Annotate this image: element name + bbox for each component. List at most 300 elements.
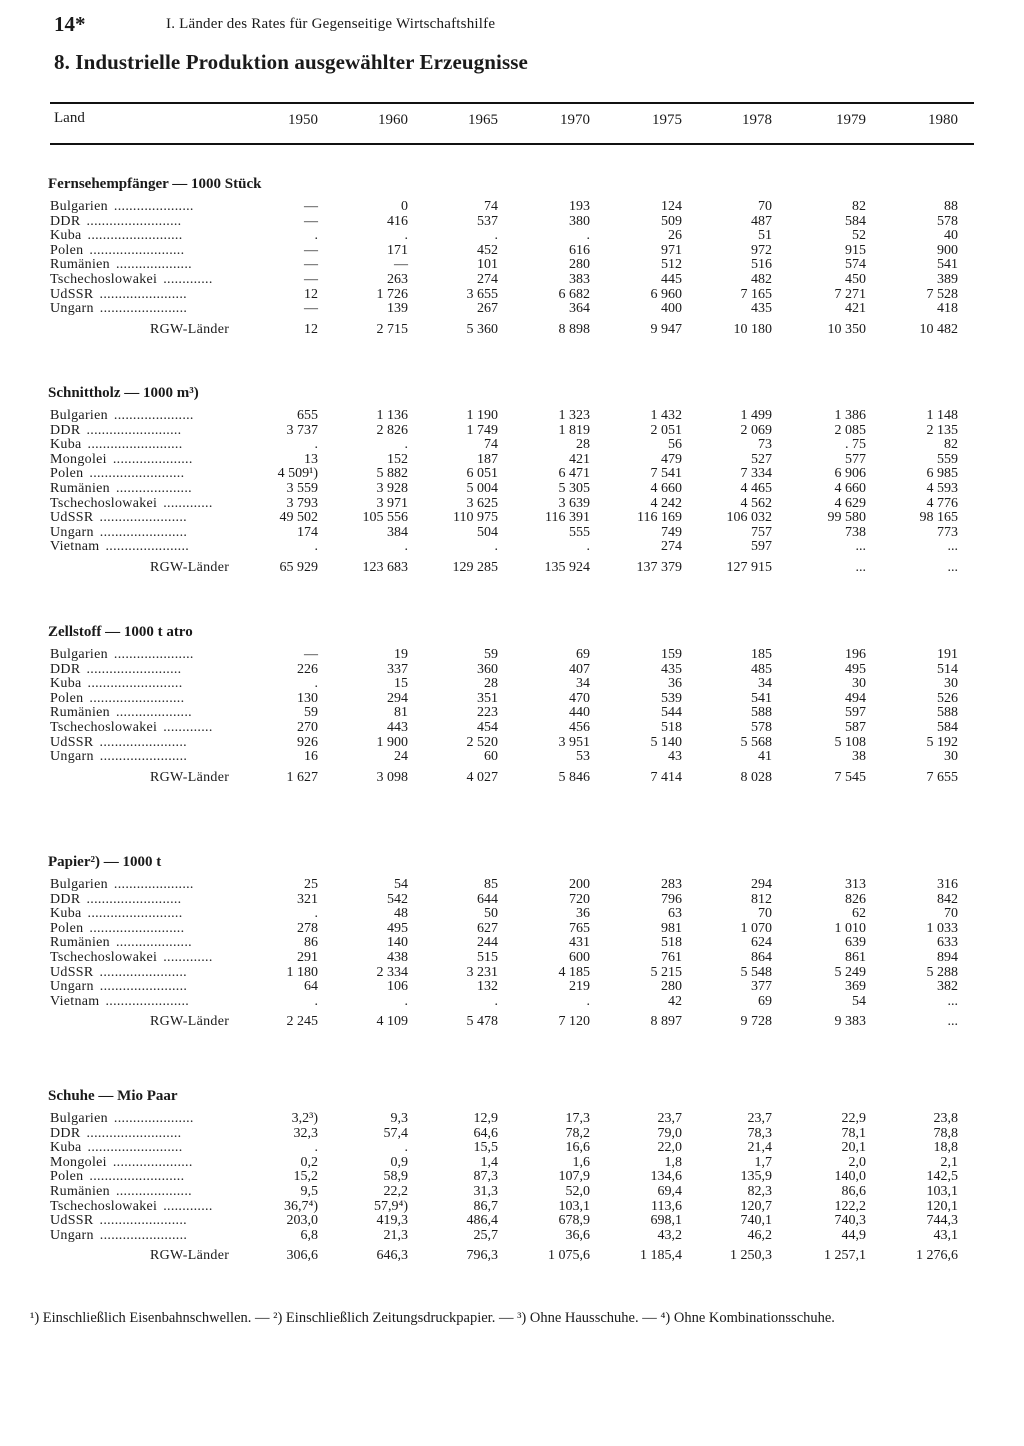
value-cell: 103,1 — [926, 1184, 958, 1199]
year-header-1970: 1970 — [560, 112, 590, 128]
value-cell: 588 — [751, 705, 772, 721]
value-cell: 22,0 — [657, 1140, 682, 1156]
value-cell: 52 — [852, 228, 866, 244]
value-cell: 1 033 — [926, 920, 958, 936]
value-cell: 274 — [661, 539, 682, 555]
value-cell: 140 — [387, 935, 408, 951]
value-cell: 79,0 — [657, 1125, 682, 1141]
leader-dots: ..................... — [113, 408, 194, 423]
table-row — [0, 482, 1024, 496]
leader-dots: .................... — [115, 257, 192, 273]
value-cell: 313 — [845, 877, 866, 892]
value-cell: 440 — [569, 705, 590, 721]
value-cell: 644 — [477, 891, 498, 907]
table-row — [0, 273, 1024, 287]
value-cell: 2 245 — [286, 1014, 318, 1030]
value-cell: 87,3 — [473, 1169, 498, 1185]
value-cell: 541 — [751, 690, 772, 706]
value-cell: 761 — [661, 950, 682, 965]
value-cell: 8 898 — [558, 321, 590, 337]
value-cell: 740,1 — [740, 1213, 772, 1229]
value-cell: 15,5 — [473, 1140, 498, 1156]
value-cell: 5 004 — [466, 481, 498, 496]
value-cell: 407 — [569, 661, 590, 677]
value-cell: 56 — [668, 437, 682, 453]
country-name: Rumänien — [50, 1184, 110, 1199]
value-cell: 971 — [661, 242, 682, 258]
value-cell: 1 900 — [376, 734, 408, 750]
total-label: RGW-Länder — [150, 321, 230, 337]
leader-dots: ....................... — [99, 1213, 187, 1229]
value-cell: . — [314, 437, 318, 453]
value-cell: 624 — [751, 935, 772, 951]
value-cell: 382 — [937, 979, 958, 995]
value-cell: 6 682 — [558, 286, 590, 302]
country-name: DDR — [50, 661, 81, 677]
value-cell: 3,2³) — [291, 1111, 318, 1126]
value-cell: 219 — [569, 979, 590, 995]
table-row — [0, 1200, 1024, 1214]
value-cell: 99 580 — [827, 510, 866, 526]
value-cell: 171 — [387, 242, 408, 258]
table-row — [0, 302, 1024, 316]
value-cell: 578 — [751, 720, 772, 735]
value-cell: 384 — [387, 524, 408, 540]
leader-dots: .................... — [115, 705, 192, 721]
value-cell: 421 — [569, 451, 590, 467]
table-row — [0, 438, 1024, 452]
table-row — [0, 907, 1024, 921]
value-cell: 152 — [387, 451, 408, 467]
value-cell: — — [304, 242, 318, 258]
table-row — [0, 258, 1024, 272]
value-cell: . — [404, 437, 408, 453]
value-cell: 69 — [758, 993, 772, 1009]
leader-dots: ............. — [163, 495, 213, 511]
country-name: DDR — [50, 213, 81, 229]
value-cell: 191 — [937, 647, 958, 662]
value-cell: 542 — [387, 891, 408, 907]
value-cell: 915 — [845, 242, 866, 258]
country-name: Polen — [50, 690, 84, 706]
value-cell: 129 285 — [452, 560, 498, 575]
table-row — [0, 1112, 1024, 1126]
value-cell: 70 — [944, 906, 958, 922]
value-cell: 98 165 — [919, 510, 958, 526]
value-cell: 120,7 — [740, 1198, 772, 1214]
value-cell: 44,9 — [841, 1227, 866, 1243]
value-cell: 5 846 — [558, 769, 590, 785]
value-cell: 9 383 — [834, 1014, 866, 1030]
country-name: Rumänien — [50, 935, 110, 951]
value-cell: 12,9 — [473, 1111, 498, 1126]
leader-dots: ..................... — [113, 199, 194, 214]
value-cell: 9 728 — [740, 1014, 772, 1030]
country-name: Ungarn — [50, 524, 94, 540]
value-cell: 3 971 — [376, 495, 408, 511]
country-name: UdSSR — [50, 964, 94, 980]
value-cell: 321 — [297, 891, 318, 907]
value-cell: 82 — [944, 437, 958, 453]
value-cell: 537 — [477, 213, 498, 229]
value-cell: 421 — [845, 301, 866, 317]
value-cell: 137 379 — [636, 560, 682, 575]
leader-dots: ....................... — [99, 301, 188, 317]
value-cell: 796,3 — [466, 1248, 498, 1264]
table-row — [0, 1170, 1024, 1184]
table-row — [0, 966, 1024, 980]
table-row — [0, 1214, 1024, 1228]
total-row — [0, 1249, 1024, 1263]
value-cell: 134,6 — [650, 1169, 682, 1185]
value-cell: 516 — [751, 257, 772, 273]
value-cell: 7 120 — [558, 1014, 590, 1030]
value-cell: 512 — [661, 257, 682, 273]
leader-dots: ......................... — [86, 661, 182, 677]
value-cell: 377 — [751, 979, 772, 995]
value-cell: 360 — [477, 661, 498, 677]
value-cell: 1 749 — [466, 422, 498, 438]
value-cell: 1 070 — [740, 920, 772, 936]
value-cell: 479 — [661, 451, 682, 467]
total-label: RGW-Länder — [150, 1014, 230, 1030]
value-cell: 78,2 — [565, 1125, 590, 1141]
value-cell: 3 737 — [286, 422, 318, 438]
table-row — [0, 1229, 1024, 1243]
value-cell: 73 — [758, 437, 772, 453]
leader-dots: ......................... — [87, 1140, 183, 1156]
value-cell: 3 098 — [376, 769, 408, 785]
value-cell: 1 276,6 — [916, 1248, 958, 1264]
value-cell: 926 — [297, 734, 318, 750]
country-name: DDR — [50, 1125, 81, 1141]
value-cell: 106 032 — [726, 510, 772, 526]
value-cell: 584 — [845, 213, 866, 229]
value-cell: 6 906 — [834, 466, 866, 482]
country-name: Tschechoslowakei — [50, 495, 158, 511]
value-cell: 514 — [937, 661, 958, 677]
value-cell: 280 — [661, 979, 682, 995]
value-cell: — — [304, 213, 318, 229]
value-cell: 36 — [576, 906, 590, 922]
value-cell: 435 — [661, 661, 682, 677]
value-cell: 86,7 — [473, 1198, 498, 1214]
leader-dots: ...................... — [105, 539, 190, 555]
value-cell: 364 — [569, 301, 590, 317]
value-cell: 2 069 — [740, 422, 772, 438]
value-cell: 123 683 — [362, 560, 408, 575]
value-cell: 159 — [661, 647, 682, 662]
value-cell: 34 — [758, 676, 772, 692]
value-cell: 587 — [845, 720, 866, 735]
country-name: Polen — [50, 1169, 84, 1185]
value-cell: 3 625 — [466, 495, 498, 511]
value-cell: 274 — [477, 272, 498, 287]
table-row — [0, 936, 1024, 950]
value-cell: 744,3 — [926, 1213, 958, 1229]
value-cell: 38 — [852, 749, 866, 765]
value-cell: 120,1 — [926, 1198, 958, 1214]
value-cell: 578 — [937, 213, 958, 229]
value-cell: 193 — [569, 199, 590, 214]
value-cell: 1 432 — [650, 408, 682, 423]
country-name: UdSSR — [50, 286, 94, 302]
value-cell: 101 — [477, 257, 498, 273]
value-cell: 280 — [569, 257, 590, 273]
country-name: Polen — [50, 466, 84, 482]
table-row — [0, 497, 1024, 511]
value-cell: 494 — [845, 690, 866, 706]
value-cell: . — [404, 1140, 408, 1156]
value-cell: 263 — [387, 272, 408, 287]
value-cell: 18,8 — [933, 1140, 958, 1156]
value-cell: 30 — [944, 676, 958, 692]
value-cell: 981 — [661, 920, 682, 936]
value-cell: 7 334 — [740, 466, 772, 482]
value-cell: 19 — [394, 647, 408, 662]
value-cell: 864 — [751, 950, 772, 965]
leader-dots: ......................... — [86, 891, 182, 907]
country-name: Rumänien — [50, 481, 110, 496]
leader-dots: .................... — [115, 481, 192, 496]
value-cell: 1 819 — [558, 422, 590, 438]
value-cell: 1 010 — [834, 920, 866, 936]
value-cell: 4 185 — [558, 964, 590, 980]
table-row — [0, 648, 1024, 662]
table-row — [0, 244, 1024, 258]
value-cell: 64 — [304, 979, 318, 995]
country-name: Vietnam — [50, 993, 100, 1009]
country-name: UdSSR — [50, 734, 94, 750]
table-row — [0, 980, 1024, 994]
value-cell: 678,9 — [558, 1213, 590, 1229]
value-cell: 5 882 — [376, 466, 408, 482]
value-cell: 41 — [758, 749, 772, 765]
value-cell: 16 — [304, 749, 318, 765]
value-cell: 78,3 — [747, 1125, 772, 1141]
value-cell: 9,5 — [300, 1184, 318, 1199]
table-row — [0, 511, 1024, 525]
value-cell: 7 165 — [740, 286, 772, 302]
value-cell: 757 — [751, 524, 772, 540]
value-cell: 294 — [751, 877, 772, 892]
value-cell: . — [314, 228, 318, 244]
value-cell: 698,1 — [650, 1213, 682, 1229]
value-cell: 749 — [661, 524, 682, 540]
value-cell: 452 — [477, 242, 498, 258]
year-header-1975: 1975 — [652, 112, 682, 128]
table-row — [0, 229, 1024, 243]
value-cell: 43 — [668, 749, 682, 765]
value-cell: 283 — [661, 877, 682, 892]
table-row — [0, 692, 1024, 706]
value-cell: 26 — [668, 228, 682, 244]
value-cell: 86 — [304, 935, 318, 951]
total-label: RGW-Länder — [150, 1248, 230, 1264]
value-cell: 31,3 — [473, 1184, 498, 1199]
value-cell: 244 — [477, 935, 498, 951]
value-cell: 8 897 — [650, 1014, 682, 1030]
value-cell: 23,7 — [657, 1111, 682, 1126]
value-cell: 527 — [751, 451, 772, 467]
value-cell: 515 — [477, 950, 498, 965]
year-header-1950: 1950 — [288, 112, 318, 128]
leader-dots: ......................... — [89, 466, 185, 482]
value-cell: 63 — [668, 906, 682, 922]
value-cell: 86,6 — [841, 1184, 866, 1199]
value-cell: . 75 — [845, 437, 866, 453]
value-cell: 135 924 — [544, 560, 590, 575]
value-cell: 7 541 — [650, 466, 682, 482]
value-cell: ... — [947, 1014, 958, 1030]
section-title: Zellstoff — 1000 t atro — [48, 624, 193, 640]
leader-dots: ....................... — [99, 979, 188, 995]
value-cell: 2 085 — [834, 422, 866, 438]
value-cell: 0,9 — [390, 1154, 408, 1170]
table-row — [0, 878, 1024, 892]
value-cell: — — [304, 301, 318, 317]
value-cell: 539 — [661, 690, 682, 706]
value-cell: 2 826 — [376, 422, 408, 438]
value-cell: 10 350 — [827, 321, 866, 337]
value-cell: 861 — [845, 950, 866, 965]
value-cell: 64,6 — [473, 1125, 498, 1141]
value-cell: 30 — [944, 749, 958, 765]
value-cell: 646,3 — [376, 1248, 408, 1264]
value-cell: 435 — [751, 301, 772, 317]
country-name: Rumänien — [50, 705, 110, 721]
value-cell: 48 — [394, 906, 408, 922]
value-cell: 4 629 — [834, 495, 866, 511]
value-cell: 78,8 — [933, 1125, 958, 1141]
value-cell: 555 — [569, 524, 590, 540]
value-cell: . — [314, 676, 318, 692]
value-cell: 470 — [569, 690, 590, 706]
value-cell: 588 — [937, 705, 958, 721]
leader-dots: ....................... — [99, 286, 187, 302]
value-cell: 113,6 — [651, 1198, 682, 1214]
value-cell: 773 — [937, 524, 958, 540]
value-cell: 0 — [401, 199, 408, 214]
value-cell: 270 — [297, 720, 318, 735]
value-cell: 3 951 — [558, 734, 590, 750]
section-title: Schnittholz — 1000 m³) — [48, 385, 199, 401]
total-label: RGW-Länder — [150, 560, 230, 575]
value-cell: 15 — [394, 676, 408, 692]
value-cell: 2 715 — [376, 321, 408, 337]
value-cell: 1,8 — [664, 1154, 682, 1170]
value-cell: 518 — [661, 935, 682, 951]
table-row — [0, 526, 1024, 540]
table-row — [0, 750, 1024, 764]
value-cell: 6,8 — [300, 1227, 318, 1243]
table-row — [0, 677, 1024, 691]
value-cell: 5 360 — [466, 321, 498, 337]
value-cell: 826 — [845, 891, 866, 907]
value-cell: 1,7 — [754, 1154, 772, 1170]
value-cell: 1 499 — [740, 408, 772, 423]
value-cell: — — [304, 257, 318, 273]
value-cell: 23,7 — [747, 1111, 772, 1126]
leader-dots: ......................... — [89, 920, 185, 936]
value-cell: 267 — [477, 301, 498, 317]
value-cell: 69,4 — [657, 1184, 682, 1199]
value-cell: 54 — [852, 993, 866, 1009]
value-cell: 7 655 — [926, 769, 958, 785]
value-cell: 294 — [387, 690, 408, 706]
value-cell: 812 — [751, 891, 772, 907]
value-cell: 25,7 — [473, 1227, 498, 1243]
value-cell: 139 — [387, 301, 408, 317]
value-cell: 69 — [576, 647, 590, 662]
value-cell: 0,2 — [300, 1154, 318, 1170]
value-cell: 196 — [845, 647, 866, 662]
value-cell: 2 334 — [376, 964, 408, 980]
value-cell: 627 — [477, 920, 498, 936]
value-cell: 369 — [845, 979, 866, 995]
value-cell: 4 109 — [376, 1014, 408, 1030]
value-cell: . — [314, 1140, 318, 1156]
value-cell: 6 051 — [466, 466, 498, 482]
value-cell: 52,0 — [565, 1184, 590, 1199]
column-header-land: Land — [54, 110, 85, 126]
country-name: Tschechoslowakei — [50, 720, 158, 735]
year-header-1965: 1965 — [468, 112, 498, 128]
value-cell: 383 — [569, 272, 590, 287]
value-cell: 445 — [661, 272, 682, 287]
value-cell: 456 — [569, 720, 590, 735]
country-name: Tschechoslowakei — [50, 950, 158, 965]
value-cell: 62 — [852, 906, 866, 922]
value-cell: 226 — [297, 661, 318, 677]
value-cell: 482 — [751, 272, 772, 287]
value-cell: 443 — [387, 720, 408, 735]
section-title: Papier²) — 1000 t — [48, 854, 162, 870]
value-cell: 419,3 — [376, 1213, 408, 1229]
country-name: Ungarn — [50, 1227, 94, 1243]
value-cell: 3 655 — [466, 286, 498, 302]
value-cell: 2,1 — [940, 1154, 958, 1170]
value-cell: 59 — [304, 705, 318, 721]
value-cell: . — [314, 993, 318, 1009]
value-cell: 400 — [661, 301, 682, 317]
value-cell: 60 — [484, 749, 498, 765]
table-row — [0, 951, 1024, 965]
country-name: Bulgarien — [50, 408, 108, 423]
value-cell: . — [586, 539, 590, 555]
value-cell: 223 — [477, 705, 498, 721]
leader-dots: ......................... — [86, 1125, 182, 1141]
value-cell: 82 — [852, 199, 866, 214]
value-cell: 7 414 — [650, 769, 682, 785]
header-rule-bottom — [50, 143, 974, 145]
leader-dots: ...................... — [105, 993, 190, 1009]
value-cell: — — [304, 647, 318, 662]
value-cell: 174 — [297, 524, 318, 540]
leader-dots: ....................... — [99, 749, 188, 765]
value-cell: 200 — [569, 877, 590, 892]
value-cell: 25 — [304, 877, 318, 892]
value-cell: 351 — [477, 690, 498, 706]
value-cell: 5 108 — [834, 734, 866, 750]
country-name: Tschechoslowakei — [50, 1198, 158, 1214]
value-cell: 9 947 — [650, 321, 682, 337]
value-cell: 74 — [484, 437, 498, 453]
value-cell: 633 — [937, 935, 958, 951]
table-row — [0, 453, 1024, 467]
country-name: Vietnam — [50, 539, 100, 555]
country-name: UdSSR — [50, 510, 94, 526]
